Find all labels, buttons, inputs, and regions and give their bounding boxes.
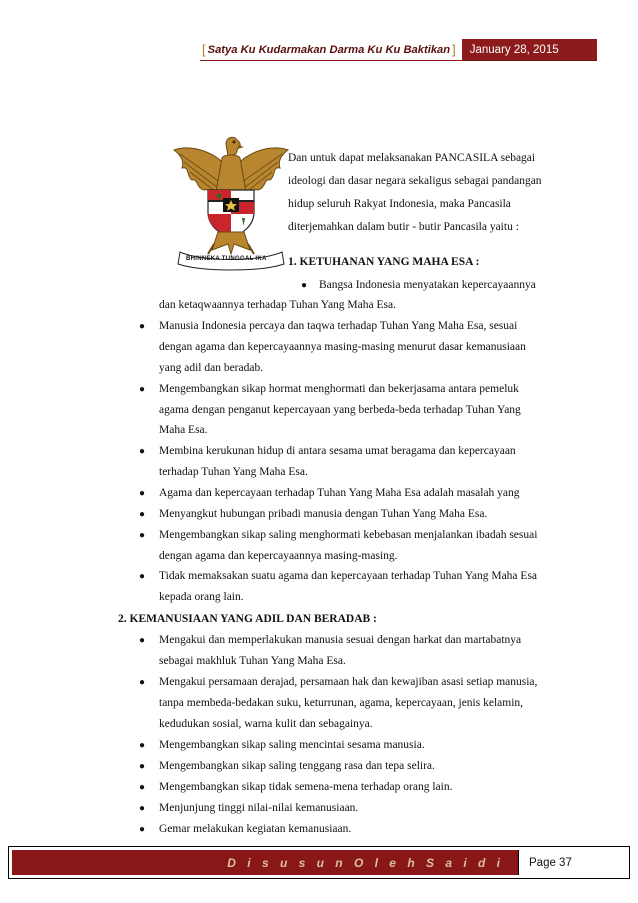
bullet-icon: ● [139, 635, 146, 646]
section2-heading: 2. KEMANUSIAAN YANG ADIL DAN BERADAB : [118, 613, 377, 625]
s1-item7-line2: kepada orang lain. [159, 591, 244, 603]
s1-item5-line1: Menyangkut hubungan pribadi manusia dengan Tuhan Yang Maha Esa. [159, 508, 488, 520]
s1-item6-line2: dengan agama dan kepercayaannya masing-masing. [159, 550, 398, 562]
bullet-icon: ● [301, 280, 308, 291]
s2-item2-line2: tanpa membeda-bedakan suku, keturrunan, agama, kepercayaan, jenis kelamin, [159, 697, 524, 709]
footer-inner [12, 850, 626, 875]
bullet-icon: ● [139, 761, 146, 772]
s1-first-bullet-line2: dan ketaqwaannya terhadap Tuhan Yang Maha Esa. [159, 299, 396, 311]
intro-line-1: Dan untuk dapat melaksanakan PANCASILA sebagai [288, 152, 536, 164]
header-title-box [200, 39, 462, 61]
s1-item2-line3: Maha Esa. [159, 424, 208, 436]
s1-first-bullet-line1: Bangsa Indonesia menyatakan kepercayaannya [319, 279, 536, 291]
page-footer [8, 846, 630, 879]
emblem-motto: BHINNEKA TUNGGAL IKA [186, 256, 267, 262]
garuda-pancasila-emblem-icon [172, 132, 290, 274]
bullet-icon: ● [139, 530, 146, 541]
s2-item5-line1: Mengembangkan sikap tidak semena-mena terhadap orang lain. [159, 781, 453, 793]
bullet-icon: ● [139, 571, 146, 582]
bullet-icon: ● [139, 384, 146, 395]
bullet-icon: ● [139, 824, 146, 835]
bullet-icon: ● [139, 677, 146, 688]
s1-item1-line1: Manusia Indonesia percaya dan taqwa terhadap Tuhan Yang Maha Esa, sesuai [159, 320, 518, 332]
s2-item3-line1: Mengembangkan sikap saling mencintai sesama manusia. [159, 739, 425, 751]
page-header [200, 39, 597, 61]
footer-author: D i s u s u n O l e h S a i d i [12, 850, 518, 875]
s1-item7-line1: Tidak memaksakan suatu agama dan kepercayaan terhadap Tuhan Yang Maha Esa [159, 570, 538, 582]
header-title: Satya Ku Kudarmakan Darma Ku Ku Baktikan [207, 43, 451, 56]
s1-item6-line1: Mengembangkan sikap saling menghormati kebebasan menjalankan ibadah sesuai [159, 529, 538, 541]
s1-item1-line2: dengan agama dan kepercayaannya masing-masing menurut dasar kemanusiaan [159, 341, 526, 353]
s1-item1-line3: yang adil dan beradab. [159, 362, 264, 374]
s2-item1-line2: sebagai makhluk Tuhan Yang Maha Esa. [159, 655, 346, 667]
bullet-icon: ● [139, 740, 146, 751]
intro-line-4: diterjemahkan dalam butir - butir Pancasila yaitu : [288, 221, 519, 233]
bullet-icon: ● [139, 803, 146, 814]
header-open-bracket: [ [202, 42, 206, 57]
s2-item6-line1: Menjunjung tinggi nilai-nilai kemanusiaan. [159, 802, 359, 814]
bullet-icon: ● [139, 321, 146, 332]
header-date: January 28, 2015 [462, 39, 597, 61]
header-close-bracket: ] [452, 42, 456, 57]
intro-line-2: ideologi dan dasar negara sekaligus sebagai pandangan [288, 175, 542, 187]
s1-item2-line2: agama dengan penganut kepercayaan yang berbeda-beda terhadap Tuhan Yang [159, 404, 521, 416]
intro-line-3: hidup seluruh Rakyat Indonesia, maka Pancasila [288, 198, 511, 210]
s2-item7-line1: Gemar melakukan kegiatan kemanusiaan. [159, 823, 352, 835]
s1-item3-line2: terhadap Tuhan Yang Maha Esa. [159, 466, 308, 478]
bullet-icon: ● [139, 782, 146, 793]
s2-item2-line1: Mengakui persamaan derajad, persamaan hak dan kewajiban asasi setiap manusia, [159, 676, 538, 688]
s2-item4-line1: Mengembangkan sikap saling tenggang rasa dan tepa selira. [159, 760, 435, 772]
section1-heading: 1. KETUHANAN YANG MAHA ESA : [288, 256, 480, 268]
s1-item2-line1: Mengembangkan sikap hormat menghormati dan bekerjasama antara pemeluk [159, 383, 519, 395]
bullet-icon: ● [139, 446, 146, 457]
bullet-icon: ● [139, 509, 146, 520]
s1-item3-line1: Membina kerukunan hidup di antara sesama umat beragama dan kepercayaan [159, 445, 516, 457]
s1-item4-line1: Agama dan kepercayaan terhadap Tuhan Yang Maha Esa adalah masalah yang [159, 487, 520, 499]
s2-item2-line3: kedudukan sosial, warna kulit dan sebagainya. [159, 718, 373, 730]
footer-page-number: Page 37 [518, 850, 626, 875]
s2-item1-line1: Mengakui dan memperlakukan manusia sesuai dengan harkat dan martabatnya [159, 634, 522, 646]
bullet-icon: ● [139, 488, 146, 499]
